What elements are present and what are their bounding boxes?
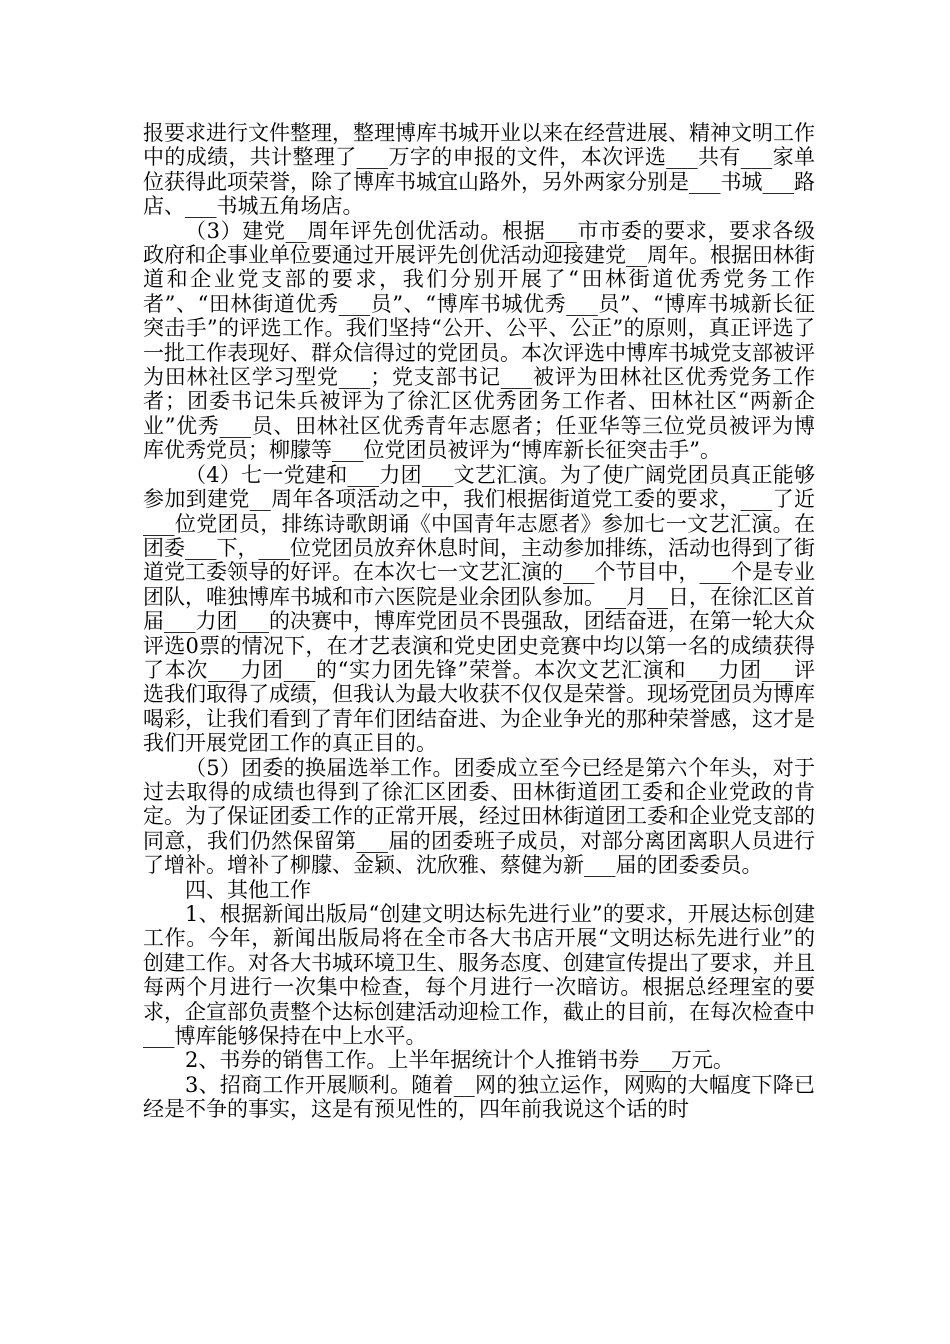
section-heading-other-work: 四、其他工作 [185,877,311,902]
paragraph-civilization-standard: 1、根据新闻出版局“创建文明达标先进行业”的要求，开展达标创建工作。今年，新闻出版局将在全市各大书店开展“文明达标先进行业”的创建工作。对各大书城环境卫生、服务态度、创建宣传提出了要求，并且每两个月进行一次集中检查，每个月进行一次暗访。根据总经理室的要求，企宣部负责整个达标创建活动迎检工作，截止的目前，在每次检查中___博库能够保持在中上水平。 [143,902,815,1049]
paragraph-application-filing: 报要求进行文件整理，整理博库书城开业以来在经营进展、精神文明工作中的成绩，共计整理了___万字的申报的文件，本次评选___共有___家单位获得此项荣誉，除了博库书城宜山路外，另外两家分别是___书城___路店、___书城五角场店。 [143,121,815,219]
paragraph-book-voucher-sales: 2、书券的销售工作。上半年据统计个人推销书券___万元。 [185,1048,734,1073]
document-page [143,121,815,1122]
paragraph-party-anniversary-awards: （3）建党__周年评先创优活动。根据___市市委的要求，要求各级政府和企事业单位要通过开展评先创优活动迎接建党__周年。根据田林街道和企业党支部的要求，我们分别开展了“田林街道优秀党务工作者”、“田林街道优秀___员”、“博库书城优秀___员”、“博库书城新长征突击手”的评选工作。我们坚持“公开、公平、公正”的原则，真正评选了一批工作表现好、群众信得过的党团员。本次评选中博库书城党支部被评为田林社区学习型党___；党支部书记___被评为田林社区优秀党务工作者；团委书记朱兵被评为了徐汇区优秀团务工作者、田林社区“两新企业”优秀___员、田林社区优秀青年志愿者；任亚华等三位党员被评为博库优秀党员；柳朦等___位党团员被评为“博库新长征突击手”。 [143,218,815,463]
paragraph-july-first-performance: （4）七一党建和___力团___文艺汇演。为了使广阔党团员真正能够参加到建党__周年各项活动之中，我们根据街道党工委的要求，___了近___位党团员，排练诗歌朗诵《中国青年志愿者》参加七一文艺汇演。在团委___下，___位党团员放弃休息时间，主动参加排练，活动也得到了街道党工委领导的好评。在本次七一文艺汇演的___个节目中，___个是专业团队，唯独博库书城和市六医院是业余团队参加。__月__日，在徐汇区首届___力团___的决赛中，博库党团员不畏强敌，团结奋进，在第一轮大众评选0票的情况下，在才艺表演和党史团史竞赛中均以第一名的成绩获得了本次___力团___的“实力团先锋”荣誉。本次文艺汇演和___力团___评选我们取得了成绩，但我认为最大收获不仅仅是荣誉。现场党团员为博库喝彩，让我们看到了青年们团结奋进、为企业争光的那种荣誉感，这才是我们开展党团工作的真正目的。 [143,462,815,756]
paragraph-merchant-recruitment: 3、招商工作开展顺利。随着__网的独立运作，网购的大幅度下降已经是不争的事实，这是有预见性的，四年前我说这个话的时 [143,1072,815,1122]
paragraph-league-election: （5）团委的换届选举工作。团委成立至今已经是第六个年头，对于过去取得的成绩也得到了徐汇区团委、田林街道团工委和企业党政的肯定。为了保证团委工作的正常开展，经过田林街道团工委和企业党支部的同意，我们仍然保留第___届的团委班子成员，对部分离团离职人员进行了增补。增补了柳朦、金颖、沈欣雅、蔡健为新___届的团委委员。 [143,755,815,878]
